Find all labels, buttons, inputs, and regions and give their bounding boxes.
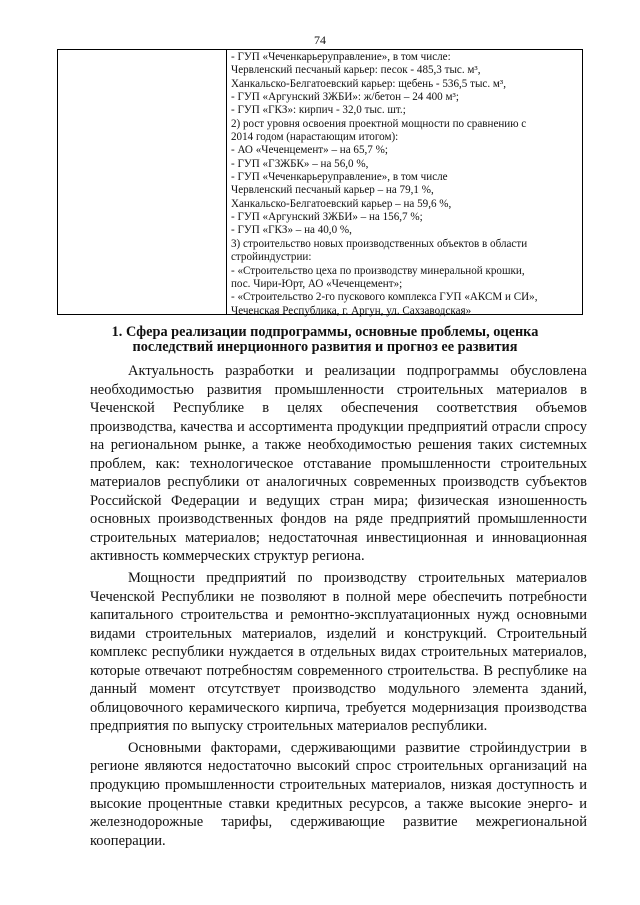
table-line: Ханкальско-Белгатоевский карьер: щебень - 536,5 тыс. м³,: [231, 77, 506, 90]
table-column-divider: [226, 50, 227, 314]
section-heading-line: последствий инерционного развития и прогноз ее развития: [132, 338, 518, 355]
table-line: 3) строительство новых производственных объектов в области: [231, 237, 528, 250]
indicators-table: [57, 49, 583, 315]
table-line: 2014 годом (нарастающим итогом):: [231, 131, 399, 144]
section-heading-line: 1. Сфера реализации подпрограммы, основные проблемы, оценка: [111, 324, 539, 340]
table-cell-text: [231, 51, 581, 318]
paragraph-relevance: Актуальность разработки и реализации подпрограммы обусловлена необходимостью развития промышленности строительных материалов в Чеченской Республике в целях обеспечения соответствия объемов производства, качества и ассортимента продукции предприятий отрасли спросу на региональном рынке, а также необходимостью решения таких системных проблем, как: технологическое отставание промышленности строительных материалов республики от аналогичных современных производств субъектов Российской Федерации и ведущих стран мира; физическая изношенность основных производственных фондов на ряде предприятий промышленности строительных материалов; недостаточная инвестиционная и инновационная активность коммерческих структур региона.: [90, 363, 587, 565]
table-line: - ГУП «ГКЗ» – на 40,0 %,: [231, 224, 352, 237]
table-line: 2) рост уровня освоения проектной мощности по сравнению с: [231, 117, 527, 130]
table-line: Чеченская Республика, г. Аргун, ул. Сахзаводская»: [231, 304, 472, 317]
table-line: стройиндустрии:: [231, 251, 312, 264]
table-line: - ГУП «Аргунский ЗЖБИ»: ж/бетон – 24 400 м³;: [231, 91, 459, 104]
table-line: - «Строительство 2-го пускового комплекса ГУП «АКСМ и СИ»,: [231, 291, 538, 304]
table-line: - ГУП «ГКЗ»: кирпич - 32,0 тыс. шт.;: [231, 104, 406, 117]
page-number: 74: [314, 33, 326, 47]
table-line: - ГУП «Аргунский ЗЖБИ» – на 156,7 %;: [231, 211, 423, 224]
section-heading: [90, 325, 560, 354]
table-line: - «Строительство цеха по производству минеральной крошки,: [231, 264, 525, 277]
table-line: пос. Чири-Юрт, АО «Чеченцемент»;: [231, 277, 403, 290]
table-line: - ГУП «ГЗЖБК» – на 56,0 %,: [231, 157, 369, 170]
table-line: Червленский песчаный карьер – на 79,1 %,: [231, 184, 434, 197]
table-line: - ГУП «Чеченкарьеруправление», в том числе:: [231, 51, 451, 63]
table-line: - ГУП «Чеченкарьеруправление», в том числе: [231, 171, 448, 184]
body-text: [90, 362, 587, 850]
paragraph-capacity: Мощности предприятий по производству строительных материалов Чеченской Республики не позволяют в полной мере обеспечить потребности капитального строительства и ремонтно-эксплуатационных нужд основными видами строительных материалов, изделий и конструкций. Строительный комплекс республики нуждается в отдельных видах строительных материалов, которые отвечают потребностям современного строительства. В республике на данный момент отсутствует производство модульного элемента зданий, облицовочного керамического кирпича, требуется модернизация производства предприятия по выпуску строительных материалов республики.: [90, 570, 587, 735]
table-line: Ханкальско-Белгатоевский карьер – на 59,6 %,: [231, 197, 452, 210]
table-line: - АО «Чеченцемент» – на 65,7 %;: [231, 144, 388, 157]
paragraph-factors: Основными факторами, сдерживающими развитие стройиндустрии в регионе являются недостаточно высокий спрос строительных организаций на продукцию промышленности строительных материалов, низкая доступность и высокие процентные ставки кредитных ресурсов, а также высокие энерго- и железнодорожные тарифы, сдерживающие развитие межрегиональной кооперации.: [90, 739, 587, 849]
table-line: Червленский песчаный карьер: песок - 485,3 тыс. м³,: [231, 64, 481, 77]
